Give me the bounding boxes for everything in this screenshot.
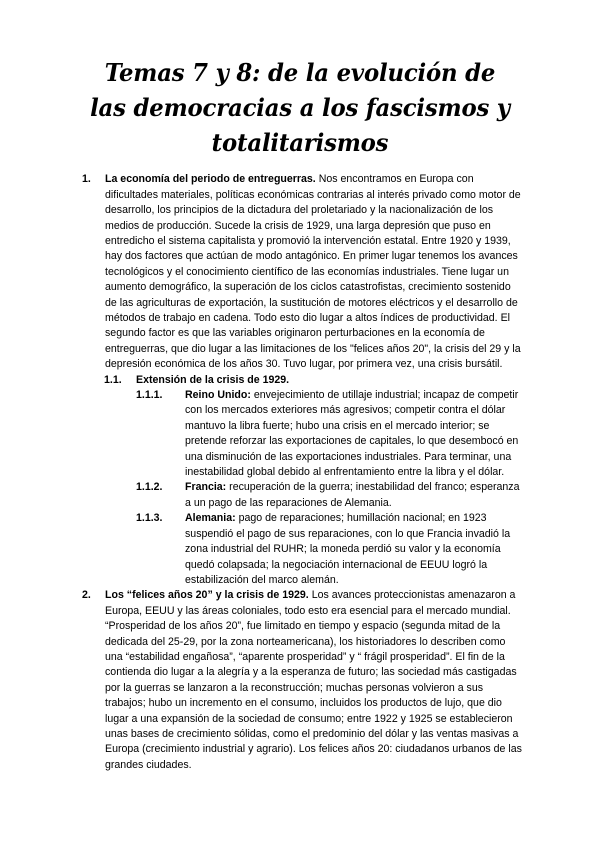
list-marker: 1.1. <box>104 373 122 386</box>
list-item-content <box>105 172 525 372</box>
list-item-content <box>105 588 525 773</box>
list-item <box>82 172 525 372</box>
item-body-text: Los avances proteccionistas amenazaron a Europa, EEUU y las áreas coloniales, todo esto era esencial para el mercado mundial. “Prosperidad de los años 20”, fue limitado en tiempo y espacio (segunda mitad de la dedicada del 25-29, por la zona norteamericana), los historiadores lo describen como una “estabilidad engañosa”, “aparente prosperidad” y “ frágil prosperidad”. El fin de la contienda dio lugar a la alegría y a la esperanza de futuro; las sociedad más castigadas por la guerras se lanzaron a la reconstrucción; muchas personas volvieron a sus trabajos; hubo un incremento en el consumo, incluidos los productos de lujo, que dio lugar a una expansión de la sociedad de consumo; entre 1922 y 1925 se establecieron unas bases de crecimiento sólidas, como el predominio del dólar y las ventas masivas a Europa (crecimiento industrial y agrario). Los felices años 20: ciudadanos urbanos de las grandes ciudades. <box>105 589 522 771</box>
paragraph <box>105 588 525 773</box>
item-body-text: envejecimiento de utillaje industrial; incapaz de competir con los mercados exteriores más agresivos; competir contra el dólar mantuvo la libra fuerte; hubo una crisis en el mercado interior; se pretende reforzar las exportaciones de capitales, lo que desembocó en una disminución de las exportaciones industriales. Para terminar, una inestabilidad global debido al enfrentamiento entre la libra y el dólar. <box>185 389 519 479</box>
list-item-content <box>185 480 525 511</box>
paragraph <box>185 480 525 511</box>
list-item-content <box>136 373 525 388</box>
paragraph <box>185 511 525 588</box>
list-marker: 2. <box>82 589 91 602</box>
item-body-text: recuperación de la guerra; inestabilidad del franco; esperanza a un pago de las reparaciones de Alemania. <box>185 481 520 509</box>
paragraph <box>105 172 525 372</box>
document-body <box>0 172 600 773</box>
item-lead-label: Reino Unido: <box>185 389 251 402</box>
item-lead-label: Francia: <box>185 481 227 494</box>
list-item <box>82 373 525 388</box>
page-title: Temas 7 y 8: de la evolución de las democracias a los fascismos y totalitarismos <box>90 58 510 157</box>
item-body-text: pago de reparaciones; humillación nacional; en 1923 suspendió el pago de sus reparaciones, con lo que Francia invadió la zona industrial del RUHR; la moneda perdió su valor y la economía quedó colapsada; la negociación internacional de EEUU logró la estabilización del marco alemán. <box>185 512 511 586</box>
item-lead-label: La economía del periodo de entreguerras. <box>105 173 316 186</box>
subsection-heading: Extensión de la crisis de 1929. <box>136 373 290 386</box>
list-item <box>82 511 525 588</box>
paragraph <box>185 388 525 480</box>
item-lead-label: Los “felices años 20” y la crisis de 1929. <box>105 589 309 602</box>
item-lead-label: Alemania: <box>185 512 236 525</box>
list-marker: 1. <box>82 173 91 186</box>
list-marker: 1.1.1. <box>136 389 163 402</box>
list-item <box>82 388 525 480</box>
list-item-content <box>185 511 525 588</box>
list-item <box>82 480 525 511</box>
list-item <box>82 588 525 773</box>
list-marker: 1.1.2. <box>136 481 163 494</box>
item-body-text: Nos encontramos en Europa con dificultades materiales, políticas económicas contrarias al interés privado como motor de desarrollo, los principios de la dictadura del proletariado y la nacionalización de los medios de producción. Sucede la crisis de 1929, una larga depresión que puso en entredicho el sistema capitalista y promovió la intervención estatal. Entre 1920 y 1939, hay dos factores que actúan de modo antagónico. En primer lugar tenemos los avances tecnológicos y el conocimiento científico de las economías industriales. Tiene lugar un aumento demográfico, la superación de los ciclos catastrofistas, crecimiento sostenido de las agriculturas de exportación, la sustitución de motores eléctricos y el desarrollo de métodos de trabajo en cadena. Todo esto dio lugar a altos índices de productividad. El segundo factor es que las variables originaron perturbaciones en la economía de entreguerras, que dio lugar a las limitaciones de los "felices años 20", la crisis del 29 y la depresión económica de los años 30. Tuvo lugar, por primera vez, una crisis bursátil. <box>105 173 521 371</box>
list-item-content <box>185 388 525 480</box>
list-marker: 1.1.3. <box>136 512 163 525</box>
